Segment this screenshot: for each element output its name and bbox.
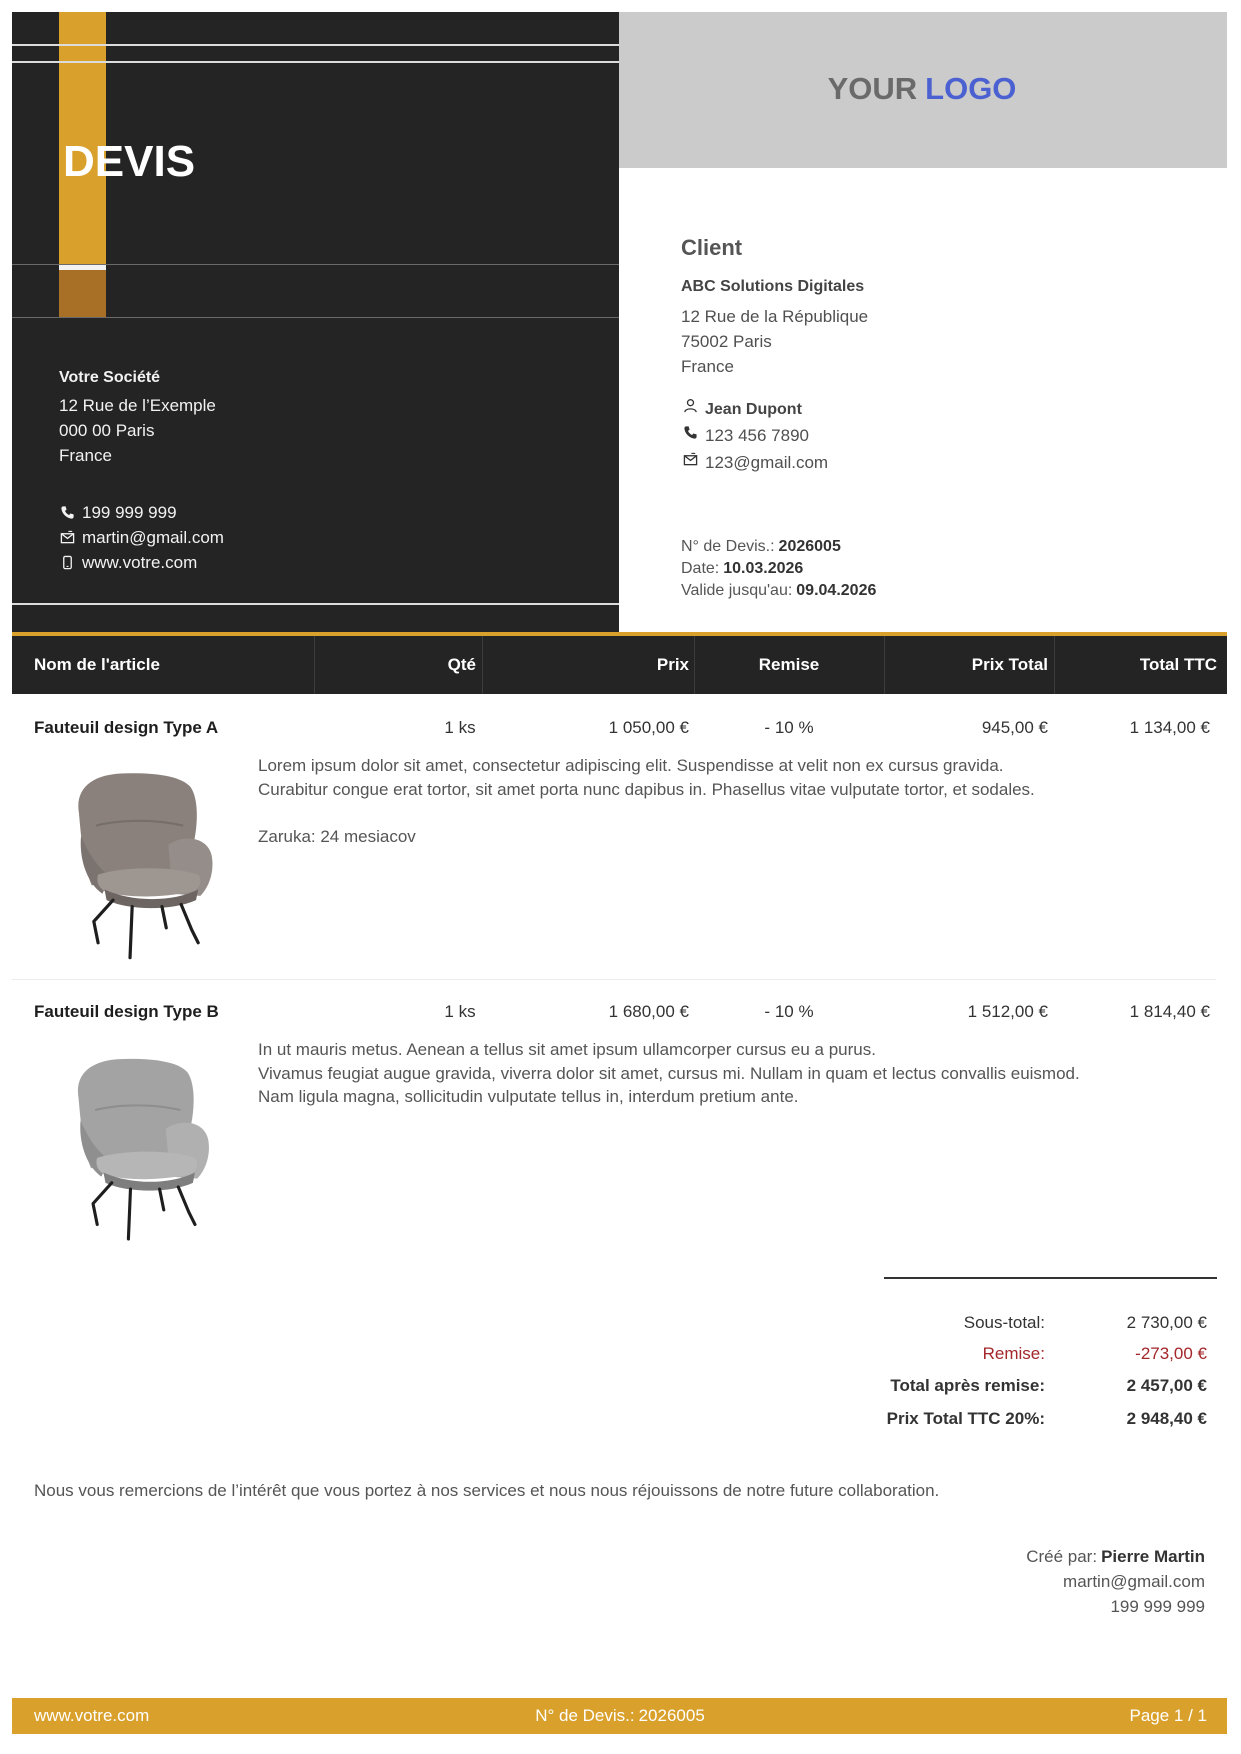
item-name: Fauteuil design Type B: [34, 1002, 219, 1021]
item-description-line: Vivamus feugiat augue gravida, viverra dolor sit amet, cursus mi. Nullam in quam et lectus convallis euismod.: [258, 1063, 1080, 1083]
document-title: DEVIS: [63, 137, 196, 186]
column-header-price: Prix: [656, 655, 689, 674]
item-description-line: Lorem ipsum dolor sit amet, consectetur adipiscing elit. Suspendisse at velit non ex cursus gravida.: [258, 756, 1004, 775]
client-company-name: ABC Solutions Digitales: [681, 278, 865, 295]
client-address-line1: 12 Rue de la République: [681, 307, 869, 326]
product-image-chair: [66, 766, 226, 963]
column-divider: [1054, 636, 1055, 694]
phone-icon: [683, 425, 698, 440]
item-qty: 1 ks: [444, 718, 476, 737]
footer-quote-number: [535, 1704, 705, 1728]
logo-word-your: YOUR: [827, 71, 918, 106]
quote-number-row: [681, 535, 841, 559]
client-address-line2: 75002 Paris: [681, 332, 772, 351]
signature-email: martin@gmail.com: [1063, 1572, 1205, 1591]
item-description: [258, 754, 1035, 848]
footer-website: www.votre.com: [34, 1706, 150, 1725]
column-divider: [884, 636, 885, 694]
column-header-qty: Qté: [447, 655, 476, 674]
after-discount-label: Total après remise:: [890, 1376, 1045, 1395]
client-email: 123@gmail.com: [705, 453, 829, 472]
item-discount: - 10 %: [764, 718, 814, 737]
item-discount: - 10 %: [764, 1002, 814, 1021]
item-description-line: In ut mauris metus. Aenean a tellus sit amet ipsum ullamcorper cursus eu a purus.: [258, 1040, 876, 1059]
column-header-total-ttc: Total TTC: [1139, 655, 1217, 674]
company-country: France: [59, 446, 112, 465]
item-price: 1 050,00 €: [608, 718, 689, 737]
client-contact-name: Jean Dupont: [705, 401, 802, 418]
header-divider-line: [12, 61, 619, 63]
company-website: www.votre.com: [82, 553, 198, 572]
chair-seat: [97, 868, 200, 896]
table-row-separator: [12, 979, 1216, 980]
footer-page-number: Page 1 / 1: [1129, 1706, 1207, 1725]
chair-legs: [93, 1183, 195, 1239]
item-total: 1 512,00 €: [967, 1002, 1048, 1021]
column-header-total: Prix Total: [971, 655, 1048, 674]
company-address-line1: 12 Rue de l’Exemple: [59, 396, 216, 415]
quote-date-row: [681, 557, 803, 581]
product-image-chair: [66, 1050, 222, 1246]
footer-quote-number-value: 2026005: [638, 1706, 705, 1725]
quote-valid-value: 09.04.2026: [796, 582, 877, 599]
discount-label: Remise:: [982, 1344, 1045, 1363]
logo-word-logo: LOGO: [925, 71, 1017, 106]
subtotal-label: Sous-total:: [963, 1313, 1045, 1332]
item-total: 945,00 €: [981, 718, 1048, 737]
footer-quote-number-label: N° de Devis.:: [535, 1706, 635, 1725]
item-price: 1 680,00 €: [608, 1002, 689, 1021]
company-address-line2: 000 00 Paris: [59, 421, 155, 440]
person-icon: [683, 398, 698, 413]
envelope-icon: [683, 452, 698, 467]
quote-number-value: 2026005: [778, 538, 841, 555]
created-by-row: [1026, 1545, 1205, 1569]
item-description-line: Curabitur congue erat tortor, sit amet porta nunc dapibus in. Phasellus vitae vulputate tortor, et sodales.: [258, 779, 1035, 799]
item-total-ttc: 1 134,00 €: [1129, 718, 1210, 737]
item-total-ttc: 1 814,40 €: [1129, 1002, 1210, 1021]
closing-message: Nous vous remercions de l’intérêt que vous portez à nos services et nous nous réjouissons de notre future collaboration.: [34, 1481, 940, 1500]
item-warranty: Zaruka: 24 mesiacov: [258, 826, 416, 846]
signature-phone: 199 999 999: [1110, 1597, 1205, 1616]
item-description: [258, 1038, 1080, 1109]
item-name: Fauteuil design Type A: [34, 718, 219, 737]
item-description-spacer: [258, 801, 1035, 825]
after-discount-value: 2 457,00 €: [1126, 1376, 1207, 1395]
chair-legs: [94, 900, 198, 958]
quote-number-label: N° de Devis.:: [681, 538, 775, 555]
column-divider: [314, 636, 315, 694]
phone-icon: [60, 505, 75, 520]
company-name: Votre Société: [59, 369, 161, 386]
header-divider-line: [12, 317, 619, 318]
stripe-brown-block: [59, 270, 106, 317]
header-divider-line: [12, 44, 619, 46]
client-heading: Client: [681, 235, 743, 260]
discount-value: -273,00 €: [1135, 1344, 1207, 1363]
total-ttc-value: 2 948,40 €: [1126, 1409, 1207, 1428]
company-email: martin@gmail.com: [82, 528, 224, 547]
logo: [828, 71, 1017, 107]
item-qty: 1 ks: [444, 1002, 476, 1021]
quote-valid-row: [681, 579, 876, 603]
created-by-label: Créé par:: [1026, 1547, 1098, 1566]
mobile-icon: [60, 555, 75, 570]
column-header-discount: Remise: [758, 655, 820, 674]
header-divider-line: [12, 603, 619, 605]
quote-date-label: Date:: [681, 560, 720, 577]
client-country: France: [681, 357, 734, 376]
quote-valid-label: Valide jusqu'au:: [681, 582, 793, 599]
column-divider: [482, 636, 483, 694]
quote-date-value: 10.03.2026: [723, 560, 804, 577]
header-divider-line: [12, 264, 619, 265]
company-phone: 199 999 999: [82, 503, 177, 522]
client-phone: 123 456 7890: [705, 426, 809, 445]
item-description-line: Nam ligula magna, sollicitudin vulputate tellus in, interdum pretium ante.: [258, 1087, 799, 1106]
envelope-icon: [60, 530, 75, 545]
column-header-item: Nom de l'article: [34, 655, 160, 674]
total-ttc-label: Prix Total TTC 20%:: [886, 1409, 1045, 1428]
totals-divider-line: [884, 1277, 1217, 1279]
column-divider: [694, 636, 695, 694]
created-by-name: Pierre Martin: [1101, 1547, 1205, 1566]
chair-seat: [96, 1152, 197, 1180]
subtotal-value: 2 730,00 €: [1126, 1313, 1207, 1332]
